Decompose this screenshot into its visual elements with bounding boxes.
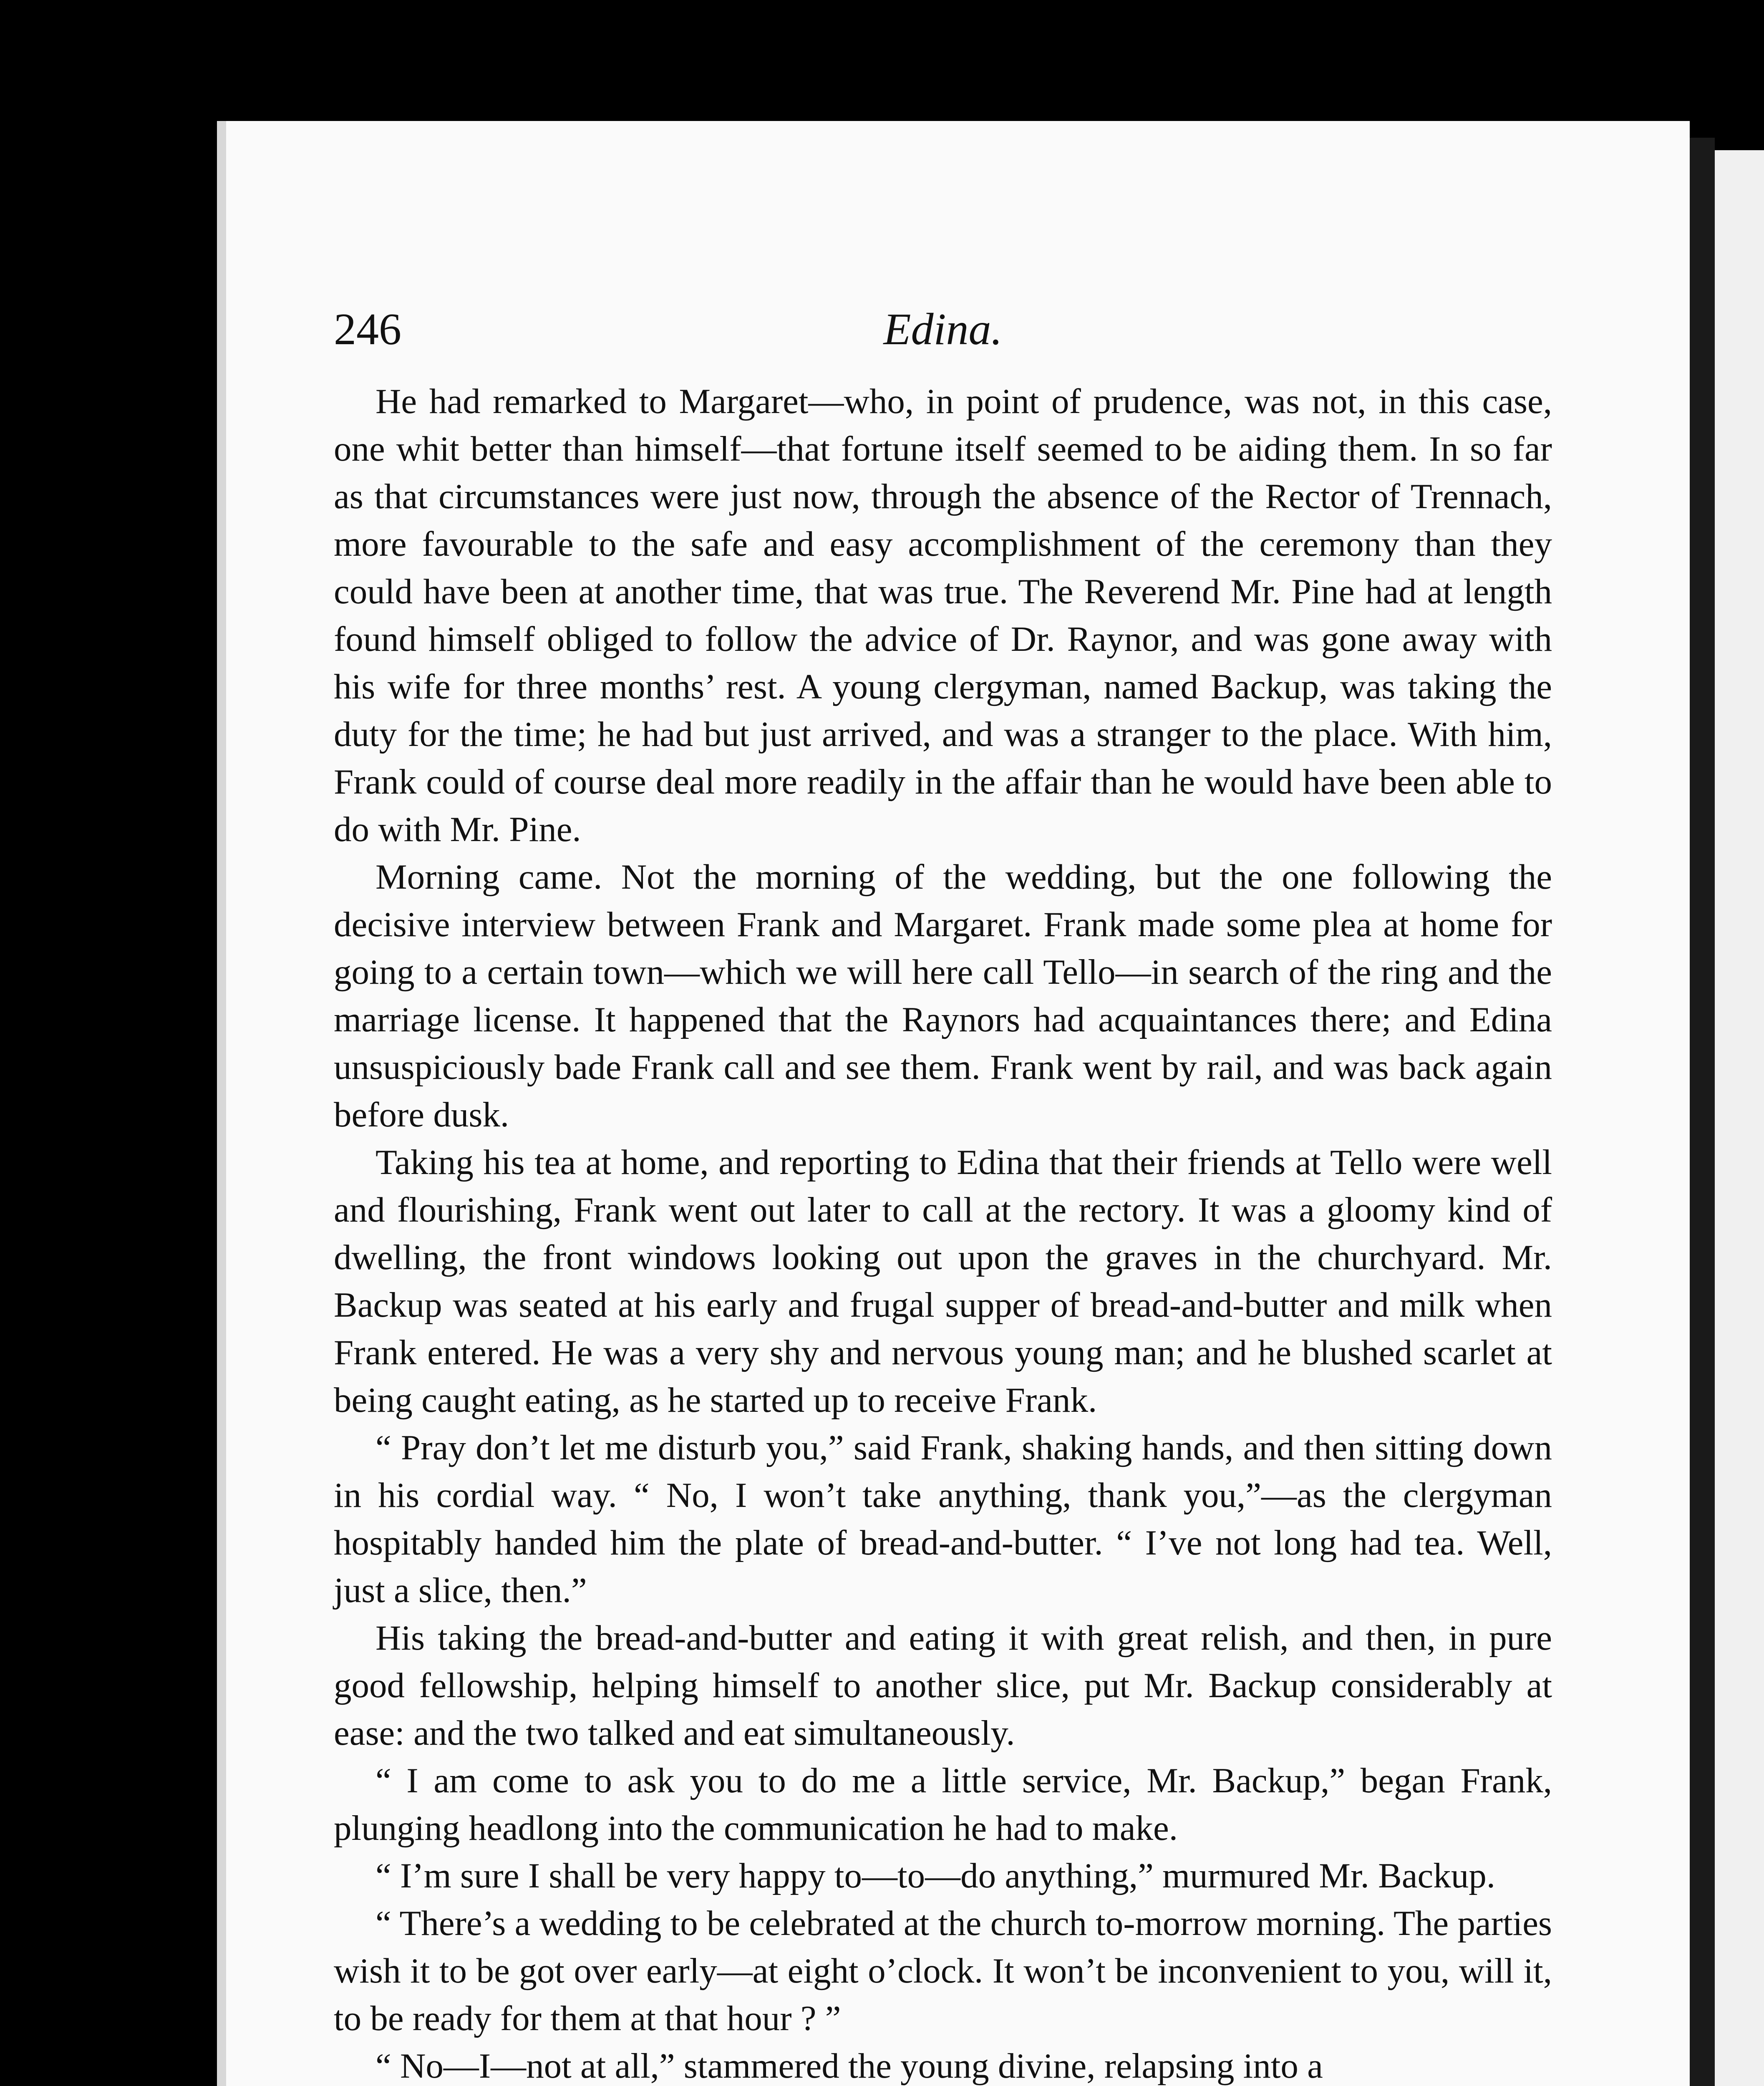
paragraph: Morning came. Not the morning of the wedding, but the one following the decisive interview between Frank and Margaret. Frank made some plea at home for going to a certain town—which we will here call Tello—in search of the ring and the marriage license. It happened that the Raynors had acquaintances there; and Edina unsuspiciously bade Frank call and see them. Frank went by rail, and was back again before dusk. xyxy=(334,857,1552,1134)
paragraph: “ I’m sure I shall be very happy to—to—do anything,” murmured Mr. Backup. xyxy=(375,1856,1495,1895)
running-title: Edina. xyxy=(883,305,1003,354)
paragraph: His taking the bread-and-butter and eating it with great relish, and then, in pure good fellowship, helping himself to another slice, put Mr. Backup considerably at ease: and the two talked and eat simultaneously. xyxy=(334,1618,1552,1753)
paragraph: “ I am come to ask you to do me a little service, Mr. Backup,” began Frank, plunging headlong into the communication he had to make. xyxy=(334,1761,1552,1848)
paragraph: He had remarked to Margaret—who, in point of prudence, was not, in this case, one whit better than himself—that fortune itself seemed to be aiding them. In so far as that circumstances were just now, through the absence of the Rector of Trennach, more favourable to the safe and easy accomplishment of the ceremony than they could have been at another time, that was true. The Reverend Mr. Pine had at length found himself obliged to follow the advice of Dr. Raynor, and was gone away with his wife for three months’ rest. A young clergyman, named Backup, was taking the duty for the time; he had but just arrived, and was a stranger to the place. With him, Frank could of course deal more readily in the affair than he would have been able to do with Mr. Pine. xyxy=(334,382,1552,849)
paragraph: Taking his tea at home, and reporting to Edina that their friends at Tello were well and flourishing, Frank went out later to call at the rectory. It was a gloomy kind of dwelling, the front windows looking out upon the graves in the churchyard. Mr. Backup was seated at his early and frugal supper of bread-and-butter and milk when Frank entered. He was a very shy and nervous young man; and he blushed scarlet at being caught eating, as he started up to receive Frank. xyxy=(334,1143,1552,1420)
running-head xyxy=(334,305,1552,355)
paragraph: “ There’s a wedding to be celebrated at the church to-morrow morning. The parties wish it to be got over early—at eight o’clock. It won’t be inconvenient to you, will it, to be ready for them at that hour ? ” xyxy=(334,1904,1552,2038)
facing-page-edge xyxy=(1715,150,1764,2086)
paragraph: “ No—I—not at all,” stammered the young divine, relapsing into a xyxy=(375,2046,1323,2086)
paragraph: “ Pray don’t let me disturb you,” said Frank, shaking hands, and then sitting down in his cordial way. “ No, I won’t take anything, thank you,”—as the clergyman hospitably handed him the plate of bread-and-butter. “ I’ve not long had tea. Well, just a slice, then.” xyxy=(334,1428,1552,1610)
page-gutter-shadow xyxy=(1690,138,1715,2086)
body-text xyxy=(334,378,1552,2086)
page-number: 246 xyxy=(334,305,401,354)
